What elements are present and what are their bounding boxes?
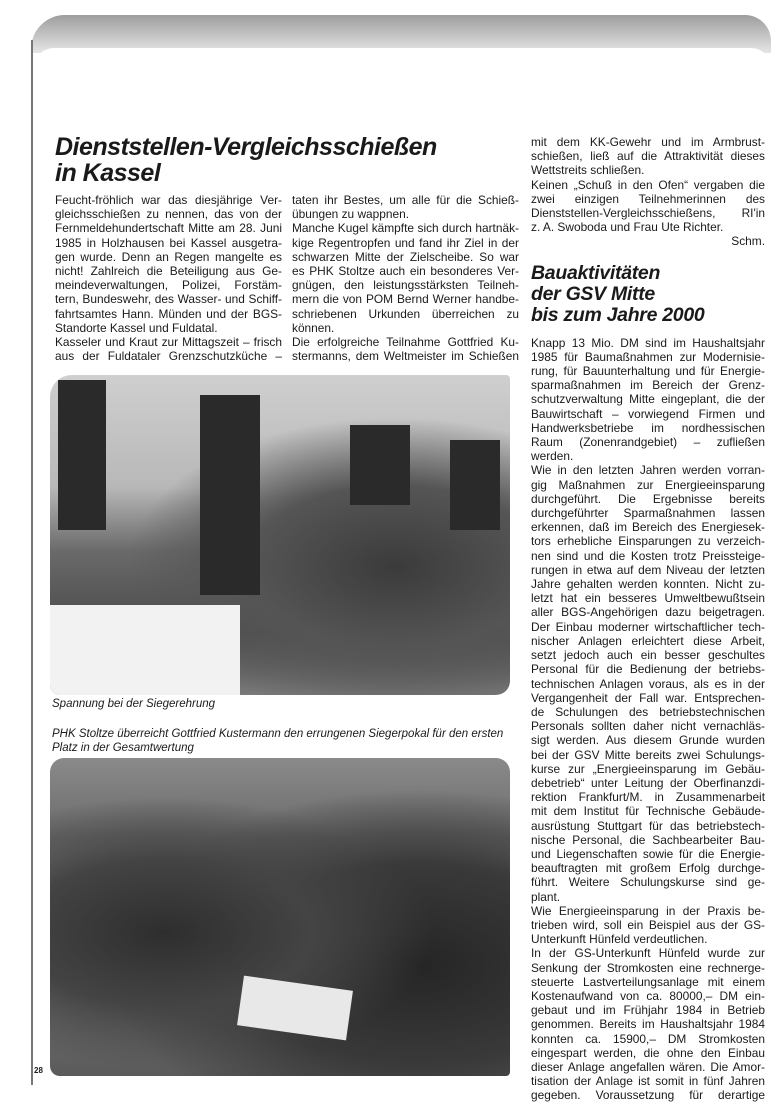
paragraph [292,335,519,363]
text-line: taten ihr Bestes, um alle für die Schieß- [292,193,519,207]
text-line: schwarzen Mitte der Zielscheibe. So war [292,249,519,264]
text-line: Jahre gehalten werden konnten. Nicht zu- [531,577,765,592]
text-line: eingespart werden, die ohne den Einbau [531,1045,765,1060]
left-border-rule [31,40,33,1085]
text-line: sparmaßnahmen im Bereich der Grenz- [531,378,765,393]
text-line: plant. [531,889,561,904]
text-line: Handwerksbetriebe im nordhessischen [531,420,765,435]
text-line: kige Regentropfen und fand ihr Ziel in der [292,235,519,250]
title-line: Bauaktivitäten [531,261,661,284]
text-line: Standorte Kassel und Fuldatal. [55,320,218,335]
text-line: übungen zu wappnen. [292,207,410,222]
text-line: durchgeführt. Die Ergebnisse bereits [531,491,765,506]
text-line: rungen in etwa auf dem Niveau der letzten [531,562,765,577]
text-line: schriebenen Urkunden überreichen zu [292,306,519,321]
text-line: erkennen, daß im Bereich des Energiesek- [531,520,765,535]
paragraph [531,463,765,903]
text-line: nen sind und die Kosten trotz Preissteige- [531,548,765,563]
text-line: gen wurde. Denn an Regen mangelte es [55,249,282,264]
text-line: letzt hat ein besseres Umweltbewußtsein [531,591,765,606]
article-title [55,134,437,186]
paragraph [55,193,282,335]
text-line: gegeben. Voraussetzung für derartige [531,1088,765,1103]
title-line: bis zum Jahre 2000 [531,303,705,326]
text-line: 1985 für Baumaßnahmen zur Modernisie- [531,349,765,364]
text-line: führt. Weitere Schulungskurse sind ge- [531,875,765,890]
text-line: Kasseler und Kraut zur Mittagszeit – frisch [55,335,282,350]
text-line: z. A. Swoboda und Frau Ute Richter. [531,220,724,235]
photo-caption-1: Spannung bei der Siegerehrung [52,698,216,710]
page-number: 28 [34,1066,43,1075]
text-line: Personals sollten daher nicht vernachläs- [531,719,765,734]
text-line: Raum (Zonenrandgebiet) – zufließen [531,435,765,450]
text-line: rung, für Bauunterhaltung und für Energie- [531,364,765,379]
text-line: konnten ca. 15900,– DM Stromkosten [531,1031,765,1046]
text-line: mern die von POM Bernd Werner handbe- [292,292,519,307]
title-line: in Kassel [55,159,161,187]
text-line: Der Einbau moderner wirtschaftlicher tech- [531,619,765,634]
text-line: nicht! Zahlreich die Beteiligung aus Ge- [55,264,282,279]
text-line: ausrüstung Stuttgart für das betriebstech- [531,818,765,833]
text-line: steuerte Lastverteilungsanlage mit einem [531,974,765,989]
text-line: aus der Fuldataler Grenzschutzküche – [55,349,282,364]
caption-line: Platz in der Gesamtwertung [52,741,194,754]
photo-award-ceremony [50,375,510,695]
text-line: können. [292,320,335,335]
article1-ending [531,135,765,234]
article-column-1 [55,193,282,363]
text-line: genommen. Bereits im Haushaltsjahr 1984 [531,1017,765,1032]
text-line: gnügen, den leistungsstärksten Teilneh- [292,278,519,293]
text-line: Die erfolgreiche Teilnahme Gottfried Ku- [292,335,519,350]
text-line: Senkung der Stromkosten eine rechnerge- [531,960,765,975]
text-line: zwei einzigen Teilnehmerinnen des [531,191,765,206]
text-line: Wettstreits schließen. [531,163,645,178]
text-line: werden. [531,449,574,464]
text-line: de Schulungen des betriebstechnischen [531,704,765,719]
text-line: tisation der Anlage ist somit in fünf Jahren [531,1074,765,1089]
text-line: Kostenaufwand von ca. 80000,– DM ein- [531,988,765,1003]
text-line: Bauwirtschaft – vorwiegend Firmen und [531,406,765,421]
text-line: Knapp 13 Mio. DM sind im Haushaltsjahr [531,335,765,350]
text-line: Personal für die Bedienung der betriebs- [531,662,765,677]
text-line: schutzverwaltung Mitte eingeplant, die der [531,392,765,407]
title-line: Dienststellen-Vergleichsschießen [55,133,437,161]
paragraph [292,221,519,335]
text-line: technischen Anlagen voraus, als es in der [531,676,765,691]
text-line: trieben wird, soll ein Beispiel aus der GS- [531,917,765,932]
text-line: In der GS-Unterkunft Hünfeld wurde zur [531,946,765,961]
text-line: Dienststellen-Vergleichsschießens, RI'in [531,206,765,221]
paragraph [292,193,519,221]
paragraph [531,135,765,178]
text-line: nische Personal, die Sachbearbeiter Bau- [531,832,765,847]
text-line: gleichsschießen zu nennen, das von der [55,207,282,222]
text-line: es PHK Stoltze auch ein besonderes Ver- [292,264,519,279]
text-line: Feucht-fröhlich war das diesjährige Ver- [55,193,282,207]
text-line: Keinen „Schuß in den Ofen“ vergaben die [531,177,765,192]
text-line: und Liegenschaften sowie für die Energie- [531,846,765,861]
header-banner-mask [34,48,771,68]
article2-body [531,336,765,1103]
caption-line: PHK Stoltze überreicht Gottfried Kustermann den errungenen Siegerpokal für den ersten [52,728,504,740]
article-column-3 [531,135,765,1103]
text-line: durchgeführter Sparmaßnahmen lassen [531,506,765,521]
text-line: kurse zur „Energieeinsparung im Gebäu- [531,761,765,776]
paragraph [531,904,765,947]
text-line: Manche Kugel kämpfte sich durch hartnäk- [292,221,519,236]
text-line: beauftragten mit großem Erfolg durchge- [531,861,765,876]
text-line: gig Maßnahmen zur Energieeinsparung [531,477,765,492]
text-line: tern, Bundeswehr, des Wasser- und Schiff- [55,292,282,307]
article-column-2 [292,193,519,363]
text-line: schießen, ließ auf die Attraktivität dieses [531,149,765,164]
text-line: debetrieb“ unter Leitung der Oberfinanzdi- [531,775,765,790]
text-line: Fernmeldehundertschaft Mitte am 28. Juni [55,221,282,236]
photo-trophy-handover [50,758,510,1076]
text-line: sigt werden. Aus diesem Grunde wurden [531,733,765,748]
text-line: stermanns, dem Weltmeister im Schießen [292,349,519,364]
paragraph [531,336,765,464]
paragraph [531,178,765,235]
text-line: tors erhebliche Einsparungen zu verzeich- [531,534,765,549]
text-line: aller BGS-Angehörigen dazu beigetragen. [531,605,765,620]
title-line: der GSV Mitte [531,282,655,305]
text-line: setzt jedoch auch ein besser geschultes [531,648,765,663]
text-line: Wie in den letzten Jahren werden vorran- [531,463,765,478]
photo-caption-2 [52,728,522,755]
text-line: fahrtsamtes Hann. Münden und der BGS- [55,306,282,321]
text-line: mit dem KK-Gewehr und im Armbrust- [531,135,765,149]
text-line: 1985 in Holzhausen bei Kassel ausgetra- [55,235,282,250]
author-signature: Schm. [731,234,765,249]
text-line: nischer Anlagen erleichtert diese Arbeit, [531,633,765,648]
text-line: mit dem Institut für Technische Gebäude- [531,804,765,819]
text-line: rektion Frankfurt/M. in Zusammenarbeit [531,790,765,805]
paragraph [531,946,765,1102]
text-line: Unterkunft Hünfeld verdeutlichen. [531,932,708,947]
text-line: gebaut und im Frühjahr 1984 in Betrieb [531,1003,765,1018]
text-line: dieser Anlage angefallen wären. Die Amor- [531,1059,765,1074]
article2-title [531,263,765,326]
text-line: Vergangenheit der Fall war. Entsprechen- [531,690,765,705]
text-line: meindeverwaltungen, Polizei, Forstäm- [55,278,282,293]
paragraph [55,335,282,363]
text-line: bei der GSV Mitte bereits zwei Schulungs- [531,747,765,762]
text-line: Wie Energieeinsparung in der Praxis be- [531,903,765,918]
